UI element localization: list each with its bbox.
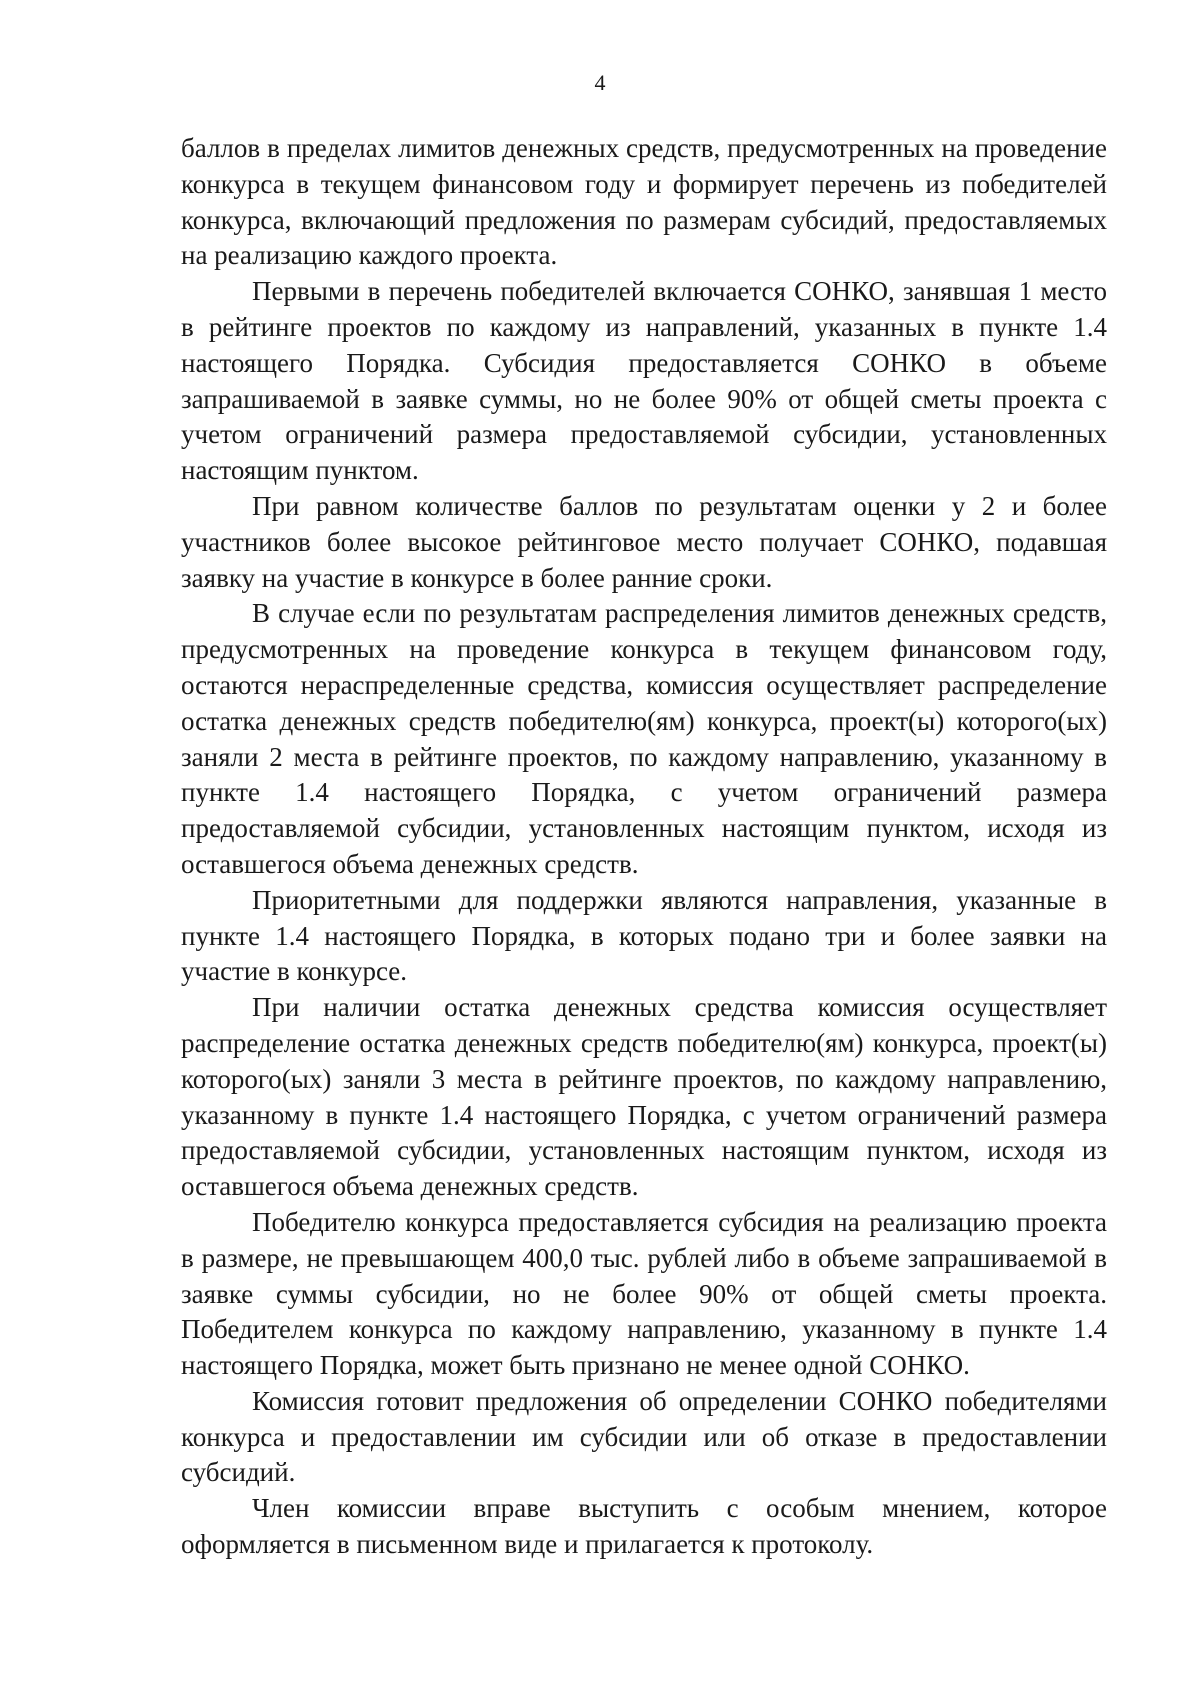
paragraph-2: Первыми в перечень победителей включается СОНКО, занявшая 1 место в рейтинге проектов по каждому из направлений, указанных в пункте 1.4 настоящего Порядка. Субсидия предоставляется СОНКО в объеме запрашиваемой в заявке суммы, но не более 90% от общей сметы проекта с учетом ограничений размера предоставляемой субсидии, установленных настоящим пунктом. <box>181 276 1107 486</box>
document-body <box>181 131 1107 1563</box>
paragraph-8: Комиссия готовит предложения об определении СОНКО победителями конкурса и предоставлении им субсидии или об отказе в предоставлении субсидий. <box>181 1385 1107 1488</box>
paragraph-1: баллов в пределах лимитов денежных средств, предусмотренных на проведение конкурса в текущем финансовом году и формирует перечень из победителей конкурса, включающий предложения по размерам субсидий, предоставляемых на реализацию каждого проекта. <box>181 133 1107 271</box>
paragraph-9: Член комиссии вправе выступить с особым мнением, которое оформляется в письменном виде и прилагается к протоколу. <box>181 1493 1107 1560</box>
paragraph-5: Приоритетными для поддержки являются направления, указанные в пункте 1.4 настоящего Порядка, в которых подано три и более заявки на участие в конкурсе. <box>181 884 1107 987</box>
paragraph-7: Победителю конкурса предоставляется субсидия на реализацию проекта в размере, не превышающем 400,0 тыс. рублей либо в объеме запрашиваемой в заявке суммы субсидии, но не более 90% от общей сметы проекта. Победителем конкурса по каждому направлению, указанному в пункте 1.4 настоящего Порядка, может быть признано не менее одной СОНКО. <box>181 1206 1107 1381</box>
page-number: 4 <box>594 70 606 95</box>
paragraph-6: При наличии остатка денежных средства комиссия осуществляет распределение остатка денежных средств победителю(ям) конкурса, проект(ы) которого(ых) заняли 3 места в рейтинге проектов, по каждому направлению, указанному в пункте 1.4 настоящего Порядка, с учетом ограничений размера предоставляемой субсидии, установленных настоящим пунктом, исходя из оставшегося объема денежных средств. <box>181 992 1107 1202</box>
paragraph-4: В случае если по результатам распределения лимитов денежных средств, предусмотренных на проведение конкурса в текущем финансовом году, остаются нераспределенные средства, комиссия осуществляет распределение остатка денежных средств победителю(ям) конкурса, проект(ы) которого(ых) заняли 2 места в рейтинге проектов, по каждому направлению, указанному в пункте 1.4 настоящего Порядка, с учетом ограничений размера предоставляемой субсидии, установленных настоящим пунктом, исходя из оставшегося объема денежных средств. <box>181 598 1107 879</box>
paragraph-3: При равном количестве баллов по результатам оценки у 2 и более участников более высокое рейтинговое место получает СОНКО, подавшая заявку на участие в конкурсе в более ранние сроки. <box>181 490 1107 593</box>
